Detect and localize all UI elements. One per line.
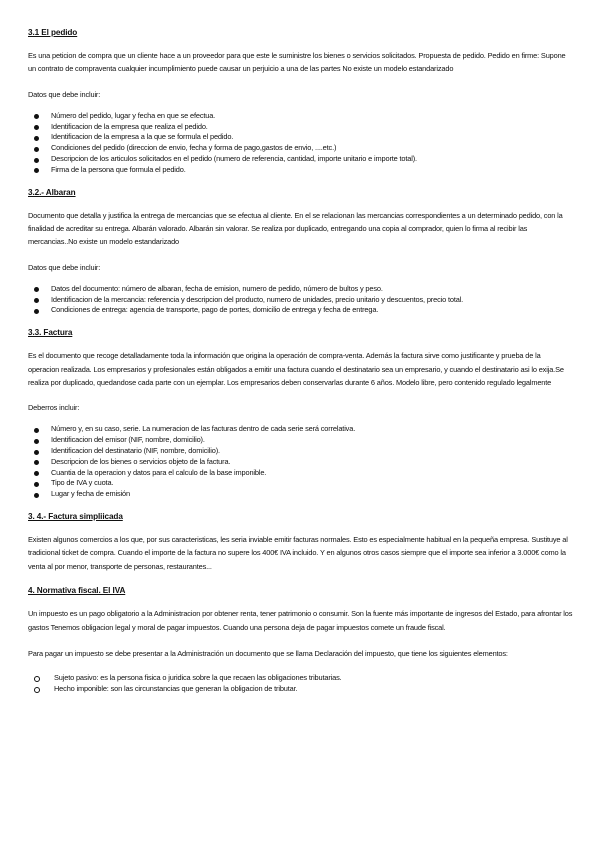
list-item bbox=[28, 122, 573, 133]
section-heading: 3.1 El pedido bbox=[28, 28, 78, 37]
list-item bbox=[28, 424, 573, 435]
list-item-text: Firma de la persona que formula el pedido. bbox=[51, 164, 186, 174]
section-paragraph: Es el documento que recoge detalladamente toda la información que origina la operación de compra-venta. Además la factura sirve como justificante y prueba de la operacion realizada. Los empresarios y profesionales están obligados a emitir una factura cuando el destinatario sea un empresario, y cuando el destinatario asi lo exija.Se realiza por duplicado, quedandose cada parte con un ejemplar. Los empresarios deben conservarlas durante 6 años. Modelo libre, pero contenido regulado legalmente bbox=[28, 351, 564, 388]
list-item-text: Tipo de IVA y cuota. bbox=[51, 478, 114, 488]
circle-bullet-icon bbox=[34, 687, 40, 693]
section-factura-simplificada bbox=[28, 512, 573, 573]
list-label: Datos que debe incluir: bbox=[28, 89, 101, 99]
list-item bbox=[28, 154, 573, 165]
list-item bbox=[28, 111, 573, 122]
list-item bbox=[28, 673, 573, 684]
section-heading: 3.3. Factura bbox=[28, 328, 73, 338]
bullet-icon bbox=[34, 168, 39, 173]
list-item-text: Datos del documento: número de albaran, fecha de emision, numero de pedido, número de bultos y peso. bbox=[51, 283, 383, 293]
list-item-text: Número y, en su caso, serie. La numeracion de las facturas dentro de cada serie será correlativa. bbox=[51, 424, 356, 434]
bullet-list bbox=[28, 111, 573, 176]
list-item-text: Sujeto pasivo: es la persona fisica o juridica sobre la que recaen las obligaciones tributarias. bbox=[54, 673, 342, 683]
section-paragraph: Para pagar un impuesto se debe presentar a la Administración un documento que se llama Declaración del impuesto, que tiene los siguientes elementos: bbox=[28, 649, 508, 659]
bullet-icon bbox=[34, 471, 39, 476]
section-albaran bbox=[28, 188, 573, 317]
bullet-icon bbox=[34, 158, 39, 163]
section-heading: 3.2.- Albaran bbox=[28, 187, 76, 197]
list-label: Datos que debe incluir: bbox=[28, 262, 101, 272]
bullet-icon bbox=[34, 125, 39, 130]
bullet-icon bbox=[34, 114, 39, 119]
list-item-text: Descripcion de los bienes o servicios objeto de la factura. bbox=[51, 456, 231, 466]
section-heading: 4. Normativa fiscal. El IVA bbox=[28, 586, 126, 596]
circle-bullet-icon bbox=[34, 676, 40, 682]
section-paragraph: Documento que detalla y justifica la entrega de mercancias que se efectua al cliente. En el se relacionan las mercancias correspondientes a un determinado pedido, con la finalidad de acreditar su entrega. Albarán valorado. Albarán sin valorar. Se realiza por duplicado, entregando una copia al comprador, quien lo firma al recibir las mercancias..No existe un modelo estandarizado bbox=[28, 210, 563, 247]
list-item bbox=[28, 468, 573, 479]
bullet-icon bbox=[34, 482, 39, 487]
bullet-list bbox=[28, 284, 573, 316]
bullet-icon bbox=[34, 309, 39, 314]
list-item bbox=[28, 165, 573, 176]
list-item-text: Identificacion del destinatario (NIF, nombre, domicilio). bbox=[51, 446, 220, 456]
bullet-icon bbox=[34, 439, 39, 444]
list-item-text: Lugar y fecha de emisión bbox=[51, 489, 130, 499]
list-item bbox=[28, 143, 573, 154]
list-item-text: Condiciones de entrega: agencia de transporte, pago de portes, domicilio de entrega y fecha de entrega. bbox=[51, 305, 379, 315]
list-item bbox=[28, 457, 573, 468]
list-item-text: Descripcion de los articulos solicitados en el pedido (numero de referencia, cantidad, importe unitario e importe total). bbox=[51, 154, 417, 163]
section-factura bbox=[28, 328, 573, 500]
bullet-icon bbox=[34, 147, 39, 152]
section-paragraph: Un impuesto es un pago obligatorio a la Administracion por obtener renta, tener patrimonio o consumir. Son la fuente más importante de ingresos del Estado, para afrontar los gastos Tenemos obligacion legal y moral de pagar impuestos. Cuando una persona deja de pagar impuestos comete un fraude fiscal. bbox=[28, 609, 573, 632]
list-item-text: Cuantia de la operacion y datos para el calculo de la base imponible. bbox=[51, 467, 267, 477]
list-item-text: Hecho imponible: son las circunstancias que generan la obligacion de tributar. bbox=[54, 684, 298, 694]
list-item-text: Identificacion de la empresa a la que se formula el pedido. bbox=[51, 132, 234, 142]
list-item bbox=[28, 435, 573, 446]
bullet-icon bbox=[34, 450, 39, 455]
bullet-icon bbox=[34, 493, 39, 498]
list-item bbox=[28, 478, 573, 489]
list-item bbox=[28, 446, 573, 457]
circle-list bbox=[28, 673, 573, 695]
list-item bbox=[28, 489, 573, 500]
section-paragraph: Existen algunos comercios a los que, por sus caracteristicas, les seria inviable emitir facturas normales. Esto es especialmente habitual en la pequeña empresa. Sustituye al tradicional ticket de compra. Cuando el importe de la factura no supere los 400€ IVA incluido. Y en algunos otros casos siempre que el importe sea inferior a 3.000€ como la venta al por menor, transporte de personas, restaurantes... bbox=[28, 535, 568, 571]
bullet-list bbox=[28, 424, 573, 500]
list-item-text: Condiciones del pedido (direccion de envio, fecha y forma de pago,gastos de envio, ....etc.) bbox=[51, 143, 337, 153]
section-heading: 3. 4.- Factura simpliicada bbox=[28, 512, 123, 521]
list-item-text: Identificacion del emisor (NIF, nombre, domicilio). bbox=[51, 435, 205, 445]
list-item bbox=[28, 684, 573, 695]
bullet-icon bbox=[34, 136, 39, 141]
list-item bbox=[28, 305, 573, 316]
section-normativa-fiscal bbox=[28, 586, 573, 695]
bullet-icon bbox=[34, 298, 39, 303]
bullet-icon bbox=[34, 460, 39, 465]
list-item-text: Identificacion de la empresa que realiza el pedido. bbox=[51, 121, 208, 131]
list-item bbox=[28, 284, 573, 295]
section-paragraph: Es una peticion de compra que un cliente hace a un proveedor para que este le suministre los bienes o servicios solicitados. Propuesta de pedido. Pedido en firme: Supone un contrato de compraventa cualquier incumplimiento puede causar un perjuicio a una de las partes No existe un modelo estandarizado bbox=[28, 51, 566, 74]
list-item-text: Número del pedido, lugar y fecha en que se efectua. bbox=[51, 110, 216, 120]
bullet-icon bbox=[34, 287, 39, 292]
list-label: Deberros incluir: bbox=[28, 403, 80, 413]
section-pedido bbox=[28, 28, 573, 176]
list-item bbox=[28, 132, 573, 143]
document-page bbox=[28, 28, 573, 695]
list-item-text: Identificacion de la mercancia: referencia y descripcion del producto, numero de unidades, precio unitario y descuentos, precio total. bbox=[51, 294, 464, 304]
list-item bbox=[28, 295, 573, 306]
bullet-icon bbox=[34, 428, 39, 433]
